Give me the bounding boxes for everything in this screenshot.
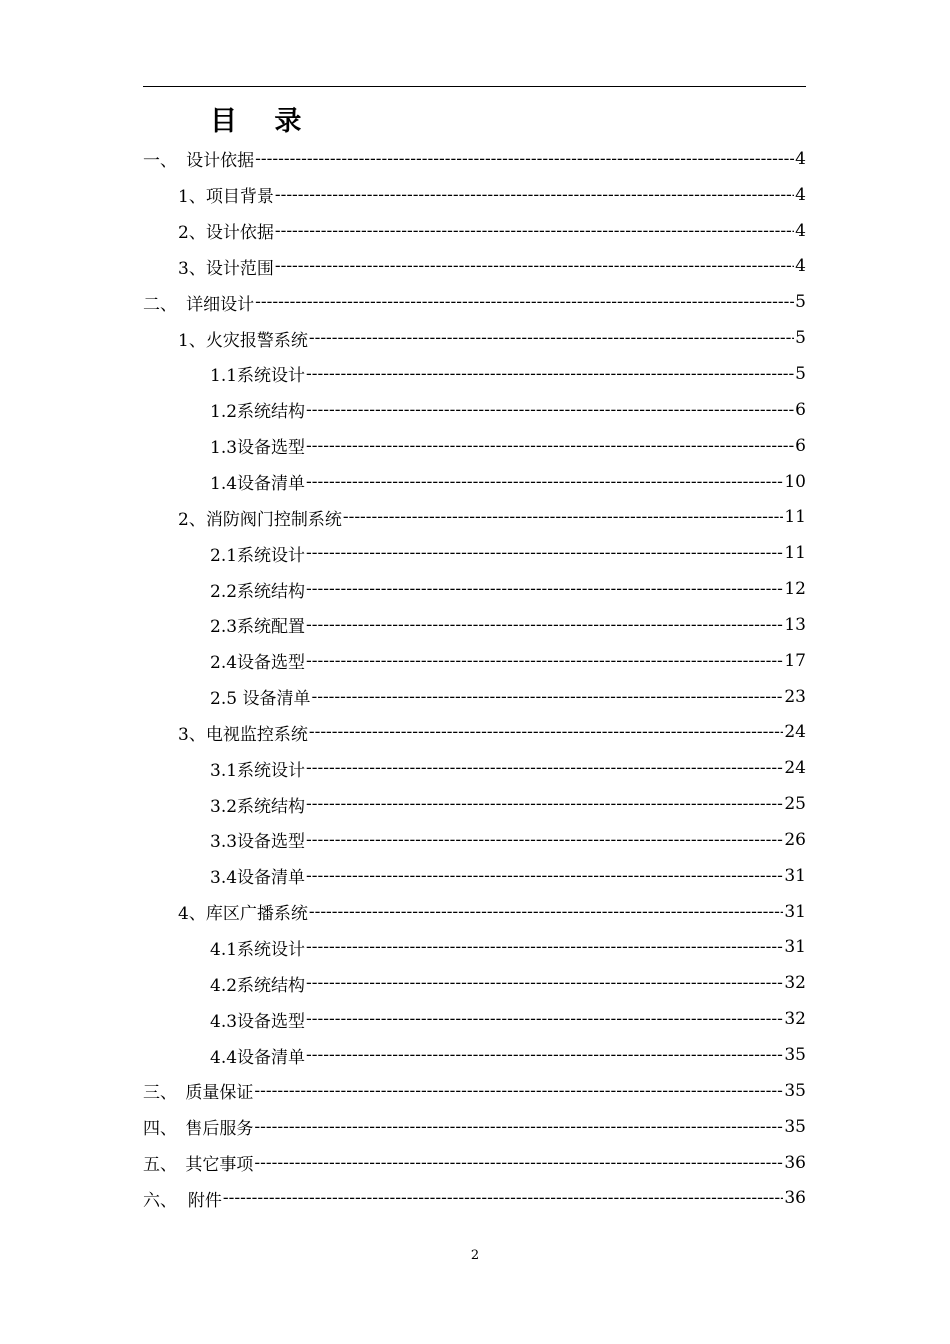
toc-entry-number: 二、 xyxy=(143,294,177,315)
toc-entry-number: 三、 xyxy=(143,1083,177,1104)
toc-entry[interactable] xyxy=(143,894,806,930)
toc-dash-leader xyxy=(306,1045,783,1065)
toc-entry-text: 2、消防阀门控制系统 xyxy=(178,509,342,530)
toc-entry[interactable] xyxy=(143,535,806,571)
toc-dash-leader xyxy=(275,256,794,276)
toc-entry[interactable] xyxy=(143,750,806,786)
toc-entry-page: 6 xyxy=(795,435,806,456)
toc-dash-leader xyxy=(306,830,783,850)
toc-entry[interactable] xyxy=(143,213,806,249)
toc-entry[interactable] xyxy=(143,930,806,966)
toc-entry[interactable] xyxy=(143,1180,806,1216)
toc-entry-text: 质量保证 xyxy=(185,1083,254,1104)
toc-entry[interactable] xyxy=(143,356,806,392)
toc-entry-page: 4 xyxy=(795,256,806,277)
toc-entry-page: 4 xyxy=(795,184,806,205)
toc-entry[interactable] xyxy=(143,499,806,535)
toc-dash-leader xyxy=(306,1009,783,1029)
toc-entry[interactable] xyxy=(143,284,806,320)
toc-dash-leader xyxy=(306,651,783,671)
toc-entry-page: 24 xyxy=(784,758,806,779)
toc-entry-page: 6 xyxy=(795,399,806,420)
toc-entry-page: 26 xyxy=(784,829,806,850)
toc-dash-leader xyxy=(311,687,783,707)
toc-dash-leader xyxy=(254,1081,783,1101)
toc-entry-page: 12 xyxy=(784,579,806,600)
toc-dash-leader xyxy=(309,328,794,348)
toc-entry-page: 4 xyxy=(795,148,806,169)
toc-entry-text: 1、火灾报警系统 xyxy=(178,330,308,351)
toc-entry-text: 2、设计依据 xyxy=(178,223,274,244)
toc-entry-text: 售后服务 xyxy=(185,1119,254,1140)
toc-dash-leader xyxy=(306,543,783,563)
toc-entry[interactable] xyxy=(143,464,806,500)
toc-entry[interactable] xyxy=(143,571,806,607)
toc-entry-page: 25 xyxy=(784,794,806,815)
header-rule xyxy=(143,86,806,87)
toc-entry-text: 4.1系统设计 xyxy=(210,939,306,960)
toc-entry-number: 四、 xyxy=(143,1119,177,1140)
toc-dash-leader xyxy=(309,902,784,922)
toc-title: 目 录 xyxy=(210,106,316,137)
toc-dash-leader xyxy=(254,1153,783,1173)
toc-dash-leader xyxy=(306,364,794,384)
toc-entry-text: 4、库区广播系统 xyxy=(178,904,308,925)
toc-entry-page: 23 xyxy=(784,686,806,707)
toc-dash-leader xyxy=(275,221,794,241)
page-number: 2 xyxy=(470,1248,480,1263)
toc-entry-text: 1.1系统设计 xyxy=(210,366,306,387)
toc-list xyxy=(143,141,806,1216)
toc-entry[interactable] xyxy=(143,1109,806,1145)
toc-dash-leader xyxy=(306,400,794,420)
toc-entry-text: 3.1系统设计 xyxy=(210,760,306,781)
toc-entry-page: 32 xyxy=(784,973,806,994)
toc-entry-page: 17 xyxy=(784,650,806,671)
toc-entry-page: 35 xyxy=(784,1080,806,1101)
toc-entry-text: 3、设计范围 xyxy=(178,258,274,279)
toc-entry-text: 3、电视监控系统 xyxy=(178,724,308,745)
toc-entry-text: 其它事项 xyxy=(185,1155,254,1176)
toc-dash-leader xyxy=(255,292,794,312)
toc-entry[interactable] xyxy=(143,1037,806,1073)
toc-entry-page: 31 xyxy=(784,865,806,886)
toc-dash-leader xyxy=(255,149,794,169)
toc-dash-leader xyxy=(309,722,784,742)
toc-entry[interactable] xyxy=(143,177,806,213)
toc-entry-page: 11 xyxy=(784,543,806,564)
toc-entry[interactable] xyxy=(143,607,806,643)
toc-dash-leader xyxy=(306,436,794,456)
toc-entry[interactable] xyxy=(143,715,806,751)
toc-entry-text: 2.2系统结构 xyxy=(210,581,306,602)
toc-entry[interactable] xyxy=(143,428,806,464)
toc-entry-page: 11 xyxy=(784,507,806,528)
toc-entry[interactable] xyxy=(143,249,806,285)
toc-entry-text: 详细设计 xyxy=(186,294,255,315)
toc-entry-text: 3.3设备选型 xyxy=(210,832,306,853)
toc-entry-page: 36 xyxy=(784,1188,806,1209)
toc-entry[interactable] xyxy=(143,786,806,822)
toc-dash-leader xyxy=(306,472,783,492)
toc-entry[interactable] xyxy=(143,965,806,1001)
toc-entry[interactable] xyxy=(143,1145,806,1181)
toc-dash-leader xyxy=(275,185,794,205)
toc-entry[interactable] xyxy=(143,858,806,894)
toc-entry-text: 2.5 设备清单 xyxy=(210,689,311,710)
toc-dash-leader xyxy=(223,1188,783,1208)
toc-entry-text: 附件 xyxy=(187,1190,222,1211)
toc-entry[interactable] xyxy=(143,392,806,428)
toc-entry-text: 2.4设备选型 xyxy=(210,653,306,674)
toc-entry-page: 5 xyxy=(795,328,806,349)
toc-dash-leader xyxy=(306,758,783,778)
toc-entry[interactable] xyxy=(143,679,806,715)
toc-dash-leader xyxy=(306,615,783,635)
toc-entry-page: 35 xyxy=(784,1116,806,1137)
toc-entry-text: 4.3设备选型 xyxy=(210,1011,306,1032)
toc-entry-text: 1、项目背景 xyxy=(178,187,274,208)
toc-dash-leader xyxy=(254,1117,783,1137)
toc-entry-number: 六、 xyxy=(143,1190,177,1211)
toc-entry-number: 一、 xyxy=(143,151,177,172)
toc-entry[interactable] xyxy=(143,320,806,356)
toc-entry-number: 五、 xyxy=(143,1155,177,1176)
toc-dash-leader xyxy=(306,866,783,886)
toc-entry-text: 1.4设备清单 xyxy=(210,474,306,495)
toc-entry-text: 2.3系统配置 xyxy=(210,617,306,638)
toc-dash-leader xyxy=(306,794,783,814)
toc-entry-page: 5 xyxy=(795,363,806,384)
toc-entry-text: 3.2系统结构 xyxy=(210,796,306,817)
toc-dash-leader xyxy=(306,579,783,599)
toc-dash-leader xyxy=(306,973,783,993)
toc-entry-page: 5 xyxy=(795,292,806,313)
toc-entry[interactable] xyxy=(143,1073,806,1109)
toc-entry-text: 2.1系统设计 xyxy=(210,545,306,566)
toc-entry-page: 36 xyxy=(784,1152,806,1173)
toc-entry[interactable] xyxy=(143,822,806,858)
toc-entry-page: 13 xyxy=(784,614,806,635)
toc-entry-page: 35 xyxy=(784,1045,806,1066)
toc-entry-text: 4.4设备清单 xyxy=(210,1047,306,1068)
toc-entry-text: 1.2系统结构 xyxy=(210,402,306,423)
toc-entry-text: 1.3设备选型 xyxy=(210,438,306,459)
toc-entry[interactable] xyxy=(143,1001,806,1037)
toc-entry-page: 10 xyxy=(784,471,806,492)
toc-entry[interactable] xyxy=(143,643,806,679)
toc-entry-page: 31 xyxy=(784,937,806,958)
toc-entry-page: 32 xyxy=(784,1009,806,1030)
toc-dash-leader xyxy=(343,507,784,527)
toc-entry-text: 设计依据 xyxy=(186,151,255,172)
toc-dash-leader xyxy=(306,937,783,957)
toc-entry-text: 3.4设备清单 xyxy=(210,868,306,889)
toc-entry-page: 24 xyxy=(784,722,806,743)
toc-entry-page: 31 xyxy=(784,901,806,922)
toc-entry-page: 4 xyxy=(795,220,806,241)
toc-entry[interactable] xyxy=(143,141,806,177)
toc-entry-text: 4.2系统结构 xyxy=(210,975,306,996)
